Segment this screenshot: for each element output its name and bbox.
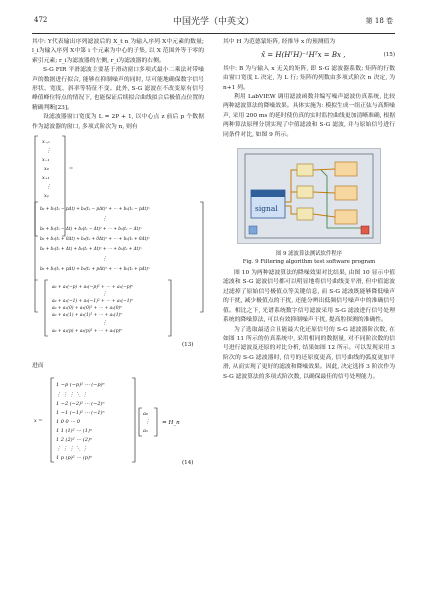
svg-text:b₀ + b₁(tₓ + pΔt) + b₂(tₓ + pΔ: b₀ + b₁(tₓ + pΔt) + b₂(tₓ + pΔt)² + ⋯ + bₙ(tₓ + pΔt)ⁿ <box>40 266 150 272</box>
svg-text:x₋₁: x₋₁ <box>42 157 50 164</box>
svg-text:x₋ₚ: x₋ₚ <box>42 139 50 146</box>
svg-text:⋮ ⋮ ⋮ ⋱ ⋮: ⋮ ⋮ ⋮ ⋱ ⋮ <box>56 391 88 398</box>
chart-indicator-3 <box>335 210 357 224</box>
svg-text:b₀ + b₁(tₓ + 0Δt) + b₂(tₓ + 0Δ: b₀ + b₁(tₓ + 0Δt) + b₂(tₓ + 0Δt)² + ⋯ + bₙ(tₓ + 0Δt)ⁿ <box>40 236 150 242</box>
page-number: 472 <box>34 16 48 24</box>
right-para-5: 为了选取最适合且能最大化还原信号的 S-G 滤波器阶次数, 在如图 11 所示的仿真系统中, 采用相同的数据量, 对不同阶次数的信号进行滤波及还原的对比分析, 结果如图 12 所示。可以发现采用 3 阶次的 S-G 滤波器时, 信号的还原度更高, 信号曲线的弧度更加平滑, 从而实现了更好的滤波和降噪效果。因此, 决定选择 3 阶次作为 S-G 滤波算法的多项式阶次数, 以确保最佳的信号处理能力。 <box>223 326 395 380</box>
svg-text:x₀: x₀ <box>44 166 49 173</box>
left-para-2: S-G FIR 平滑滤波主要基于滑动窗口多项式最小二乘法对带噪声的数据进行拟合, 能够在抑制噪声的同时, 尽可能地确保数字信号形状、宽度、斜率等特征不变。此外, S-G 滤波在不改变原有信号峰值峰位特点的情况下, 也能保证后续拟合曲线拟合后极值点位置的精确判断[23]。 <box>32 67 204 111</box>
svg-text:1 2 (2)² ⋯ (2)ⁿ: 1 2 (2)² ⋯ (2)ⁿ <box>56 436 92 443</box>
chart-indicator-2 <box>335 186 357 200</box>
svg-text:1 −1 (−1)² ⋯ (−1)ⁿ: 1 −1 (−1)² ⋯ (−1)ⁿ <box>56 409 105 416</box>
raw-pass-block <box>297 208 313 220</box>
svg-text:a₀ + a₁(−1) + a₂(−1)² + ⋯ + aₙ: a₀ + a₁(−1) + a₂(−1)² + ⋯ + aₙ(−1)ⁿ <box>52 299 134 305</box>
svg-text:a₀ + a₁(0) + a₂(0)² + ⋯ + aₙ(0: a₀ + a₁(0) + a₂(0)² + ⋯ + aₙ(0)ⁿ <box>52 306 122 312</box>
svg-text:xₚ: xₚ <box>44 193 49 200</box>
signal-label: signal <box>255 204 278 214</box>
svg-text:aₙ: aₙ <box>143 427 149 434</box>
svg-text:=: = <box>69 166 74 173</box>
svg-text:1 1 (1)² ⋯ (1)ⁿ: 1 1 (1)² ⋯ (1)ⁿ <box>56 427 92 434</box>
svg-text:⋮: ⋮ <box>46 184 51 191</box>
eq15-body: x̂ = H(HᵀH)⁻¹Hᵀx = Bx , <box>261 51 346 60</box>
left-para-3: 设滤波器窗口宽度为 L = 2P + 1, 以中心点 z 前后 p 个数据作为滤波器的窗口, 多项式阶次为 n, 则有 <box>32 114 204 130</box>
right-para-1: 其中 H 为范德蒙矩阵, 经推导 x 的预测值为 <box>223 39 336 45</box>
running-header <box>0 14 427 30</box>
svg-text:a₀: a₀ <box>143 410 148 417</box>
eq14-rhs: = H_n <box>162 419 180 426</box>
svg-text:⋮: ⋮ <box>102 291 107 298</box>
svg-text:⋮: ⋮ <box>46 148 51 155</box>
right-para-4: 图 10 为两种滤波算法的降噪效果对比结果, 由图 10 显示中值滤波和 S-G 滤波信号都可以明显地将信号曲线变平滑, 但中值滤波过滤掉了原始信号极值点等关键信息, 而 S-G 滤波既能够降低噪声的干扰, 减少极值点的干扰, 还能分辨出低频信号噪声中的准确信号值。相比之下, 光谱系统数字信号滤波采用 S-G 滤波进行信号处理系统的降噪算法, 可以有效抑制噪声干扰, 提高腔探测的准确性。 <box>223 270 395 324</box>
svg-text:b₀ + b₁(tₓ + Δt) + b₂(tₓ + Δt): b₀ + b₁(tₓ + Δt) + b₂(tₓ + Δt)² + ⋯ + bₙ(tₓ + Δt)ⁿ <box>40 246 142 252</box>
equation-13-svg <box>32 132 204 358</box>
right-column <box>223 38 395 382</box>
eq14-number: (14) <box>182 459 194 466</box>
svg-text:1 −2 (−2)² ⋯ (−2)ⁿ: 1 −2 (−2)² ⋯ (−2)ⁿ <box>56 400 105 407</box>
equation-15 <box>223 51 395 60</box>
block-diagram-svg <box>223 144 395 250</box>
eq13-number: (13) <box>182 342 194 349</box>
svg-text:x₊₁: x₊₁ <box>42 175 50 182</box>
journal-title: 中国光学（中英文） <box>172 17 254 27</box>
figure-9-caption-en: Fig. 9 Filtering algorithm test software program <box>242 259 376 266</box>
left-jinger: 进而 <box>32 363 44 370</box>
svg-text:a₀ + a₁(−p) + a₂(−p)² + ⋯ + aₙ: a₀ + a₁(−p) + a₂(−p)² + ⋯ + aₙ(−p)ⁿ <box>52 285 134 291</box>
svg-text:⋮: ⋮ <box>145 418 150 425</box>
equation-14-svg <box>32 372 204 468</box>
chart-indicator-1 <box>335 162 357 176</box>
loop-counter-icon <box>249 226 257 234</box>
svg-text:⋮: ⋮ <box>102 320 107 327</box>
svg-text:⋮ ⋮ ⋮ ⋱ ⋮: ⋮ ⋮ ⋮ ⋱ ⋮ <box>56 445 88 452</box>
equation-14 <box>32 372 204 472</box>
svg-text:1 0 0 ⋯ 0: 1 0 0 ⋯ 0 <box>56 418 81 425</box>
svg-text:⋮: ⋮ <box>102 256 107 263</box>
svg-text:x =: x = <box>34 417 43 424</box>
volume-label: 第 18 卷 <box>365 17 393 25</box>
svg-text:a₀ + a₁(p) + a₂(p)² + ⋯ + aₙ(p: a₀ + a₁(p) + a₂(p)² + ⋯ + aₙ(p)ⁿ <box>52 329 123 335</box>
sg-filter-block <box>297 186 313 198</box>
right-para-2: 其中: B 为与输入 x 无关的矩阵, 即 S-G 滤波器系数; 矩阵的行数由窗口宽度 L 决定, 为 L 行; 矩阵的列数由多项式阶次 n 决定, 为 n+1 列。 <box>223 65 395 91</box>
svg-text:b₀ + b₁(tₓ − pΔt) + b₂(tₓ − pΔ: b₀ + b₁(tₓ − pΔt) + b₂(tₓ − pΔt)² + ⋯ + bₙ(tₓ − pΔt)ⁿ <box>40 206 150 212</box>
right-para-3: 利用 LabVIEW 调用滤波函数并编写噪声滤波仿真系统, 比较两种滤波算法的降噪效果。具体实施为: 模拟生成一组正弦与高斯噪声, 采用 200 ms 的延时使仿真的实时监控曲线更加清晰准确, 根据两种算法原理分别实现了中值滤波和 S-G 滤波, 并与原始信号进行同条件对比, 如图 9 所示。 <box>223 94 395 138</box>
equation-13 <box>32 132 204 362</box>
eq15-number: (15) <box>383 52 395 59</box>
svg-text:⋮: ⋮ <box>102 216 107 223</box>
svg-text:1 −p (−p)² ⋯ (−p)ⁿ: 1 −p (−p)² ⋯ (−p)ⁿ <box>56 381 105 388</box>
header-rule <box>32 33 395 34</box>
figure-9 <box>223 144 395 250</box>
svg-text:=: = <box>34 278 39 285</box>
median-filter-block <box>297 164 313 176</box>
svg-text:b₀ + b₁(tₓ − Δt) + b₂(tₓ − Δt): b₀ + b₁(tₓ − Δt) + b₂(tₓ − Δt)² + ⋯ + bₙ(tₓ − Δt)ⁿ <box>40 226 142 232</box>
figure-9-caption-cn: 图 9 滤波算法测试软件程序 <box>275 251 343 258</box>
left-para-1: 其中: Y代表输出序列滤波后的 X_t n 为输入序列 X中元素的数量; l_i为输入序列 X中第 i 个元素为中心的子集, 以 X 范围外等于零的索引元素; r_i为滤波器的左侧, r_i为滤波器的右侧。 <box>32 39 204 64</box>
svg-text:a₀ + a₁(1) + a₂(1)² + ⋯ + aₙ(1: a₀ + a₁(1) + a₂(1)² + ⋯ + aₙ(1)ⁿ <box>52 313 122 319</box>
stop-button-icon <box>361 226 369 234</box>
left-column <box>32 38 204 472</box>
svg-text:1 p (p)² ⋯ (p)ⁿ: 1 p (p)² ⋯ (p)ⁿ <box>56 454 92 461</box>
